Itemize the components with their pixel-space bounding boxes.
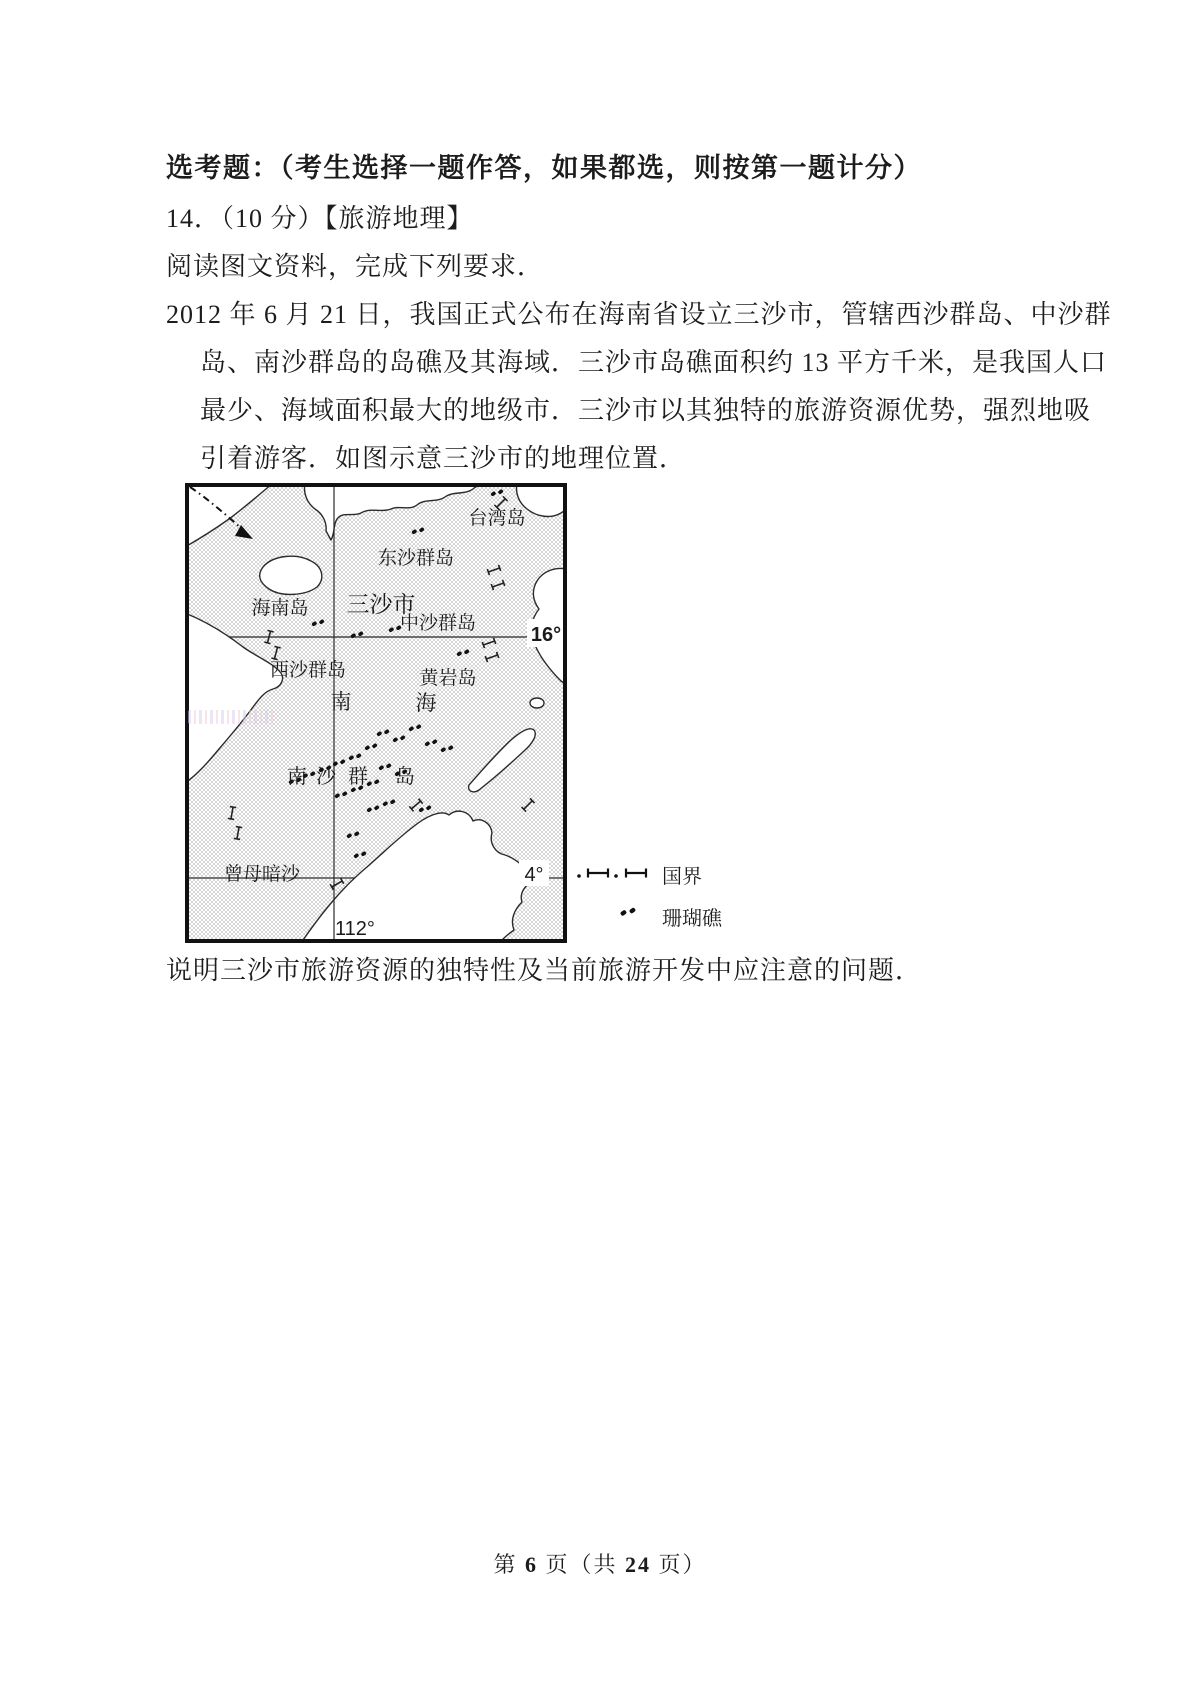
- label-south-china-sea: 南: [330, 691, 352, 714]
- paragraph-line: 引着游客．如图示意三沙市的地理位置．: [200, 444, 687, 473]
- footer-total-pages: 24: [625, 1552, 651, 1577]
- label-nansha: 群: [348, 766, 368, 788]
- label-huangyan: 黄岩岛: [419, 668, 477, 689]
- question-line: 说明三沙市旅游资源的独特性及当前旅游开发中应注意的问题．: [166, 956, 923, 985]
- label-nansha: 沙: [316, 766, 336, 788]
- paragraph-line: 2012 年 6 月 21 日，我国正式公布在海南省设立三沙市，管辖西沙群岛、中沙群: [166, 300, 1112, 329]
- national-boundary-legend-icon: [576, 866, 660, 880]
- footer-page-number: 6: [524, 1552, 538, 1577]
- label-nansha: 岛: [395, 766, 415, 788]
- label-zhongsha: 中沙群岛: [399, 613, 477, 634]
- coral-reef-legend-label: 珊瑚礁: [662, 908, 722, 930]
- instruction-line: 阅读图文资料，完成下列要求．: [166, 252, 545, 281]
- lat-16-value: 16°: [530, 624, 562, 646]
- paragraph-line: 最少、海域面积最大的地级市．三沙市以其独特的旅游资源优势，强烈地吸: [200, 396, 1092, 425]
- label-nansha: 南: [287, 766, 307, 788]
- label-dongsha: 东沙群岛: [377, 548, 455, 569]
- footer-infix: 页（共: [545, 1552, 618, 1577]
- question-number-line: 14．（10 分）【旅游地理】: [166, 204, 474, 233]
- lat-4-value: 4°: [524, 864, 544, 886]
- paragraph-line: 岛、南沙群岛的岛礁及其海域．三沙市岛礁面积约 13 平方千米，是我国人口: [200, 348, 1108, 377]
- national-boundary-legend-label: 国界: [662, 866, 702, 888]
- label-xisha: 西沙群岛: [269, 660, 347, 681]
- hainan-land: [260, 556, 322, 594]
- label-taiwan: 台湾岛: [468, 508, 526, 529]
- label-south-china-sea: 海: [415, 692, 437, 715]
- label-hainan: 海南岛: [251, 598, 309, 619]
- footer-prefix: 第: [493, 1552, 518, 1577]
- watermark: [188, 710, 274, 724]
- label-sansha-city: 三沙市: [346, 591, 416, 617]
- label-zengmu: 曾母暗沙: [223, 864, 301, 885]
- section-heading: 选考题：（考生选择一题作答，如果都选，则按第一题计分）: [166, 153, 922, 183]
- small-island: [530, 698, 544, 708]
- lon-112-value: 112°: [335, 918, 375, 940]
- footer-suffix: 页）: [658, 1552, 707, 1577]
- page-footer: [0, 1548, 1200, 1579]
- coral-reef-legend-icon: [618, 904, 644, 924]
